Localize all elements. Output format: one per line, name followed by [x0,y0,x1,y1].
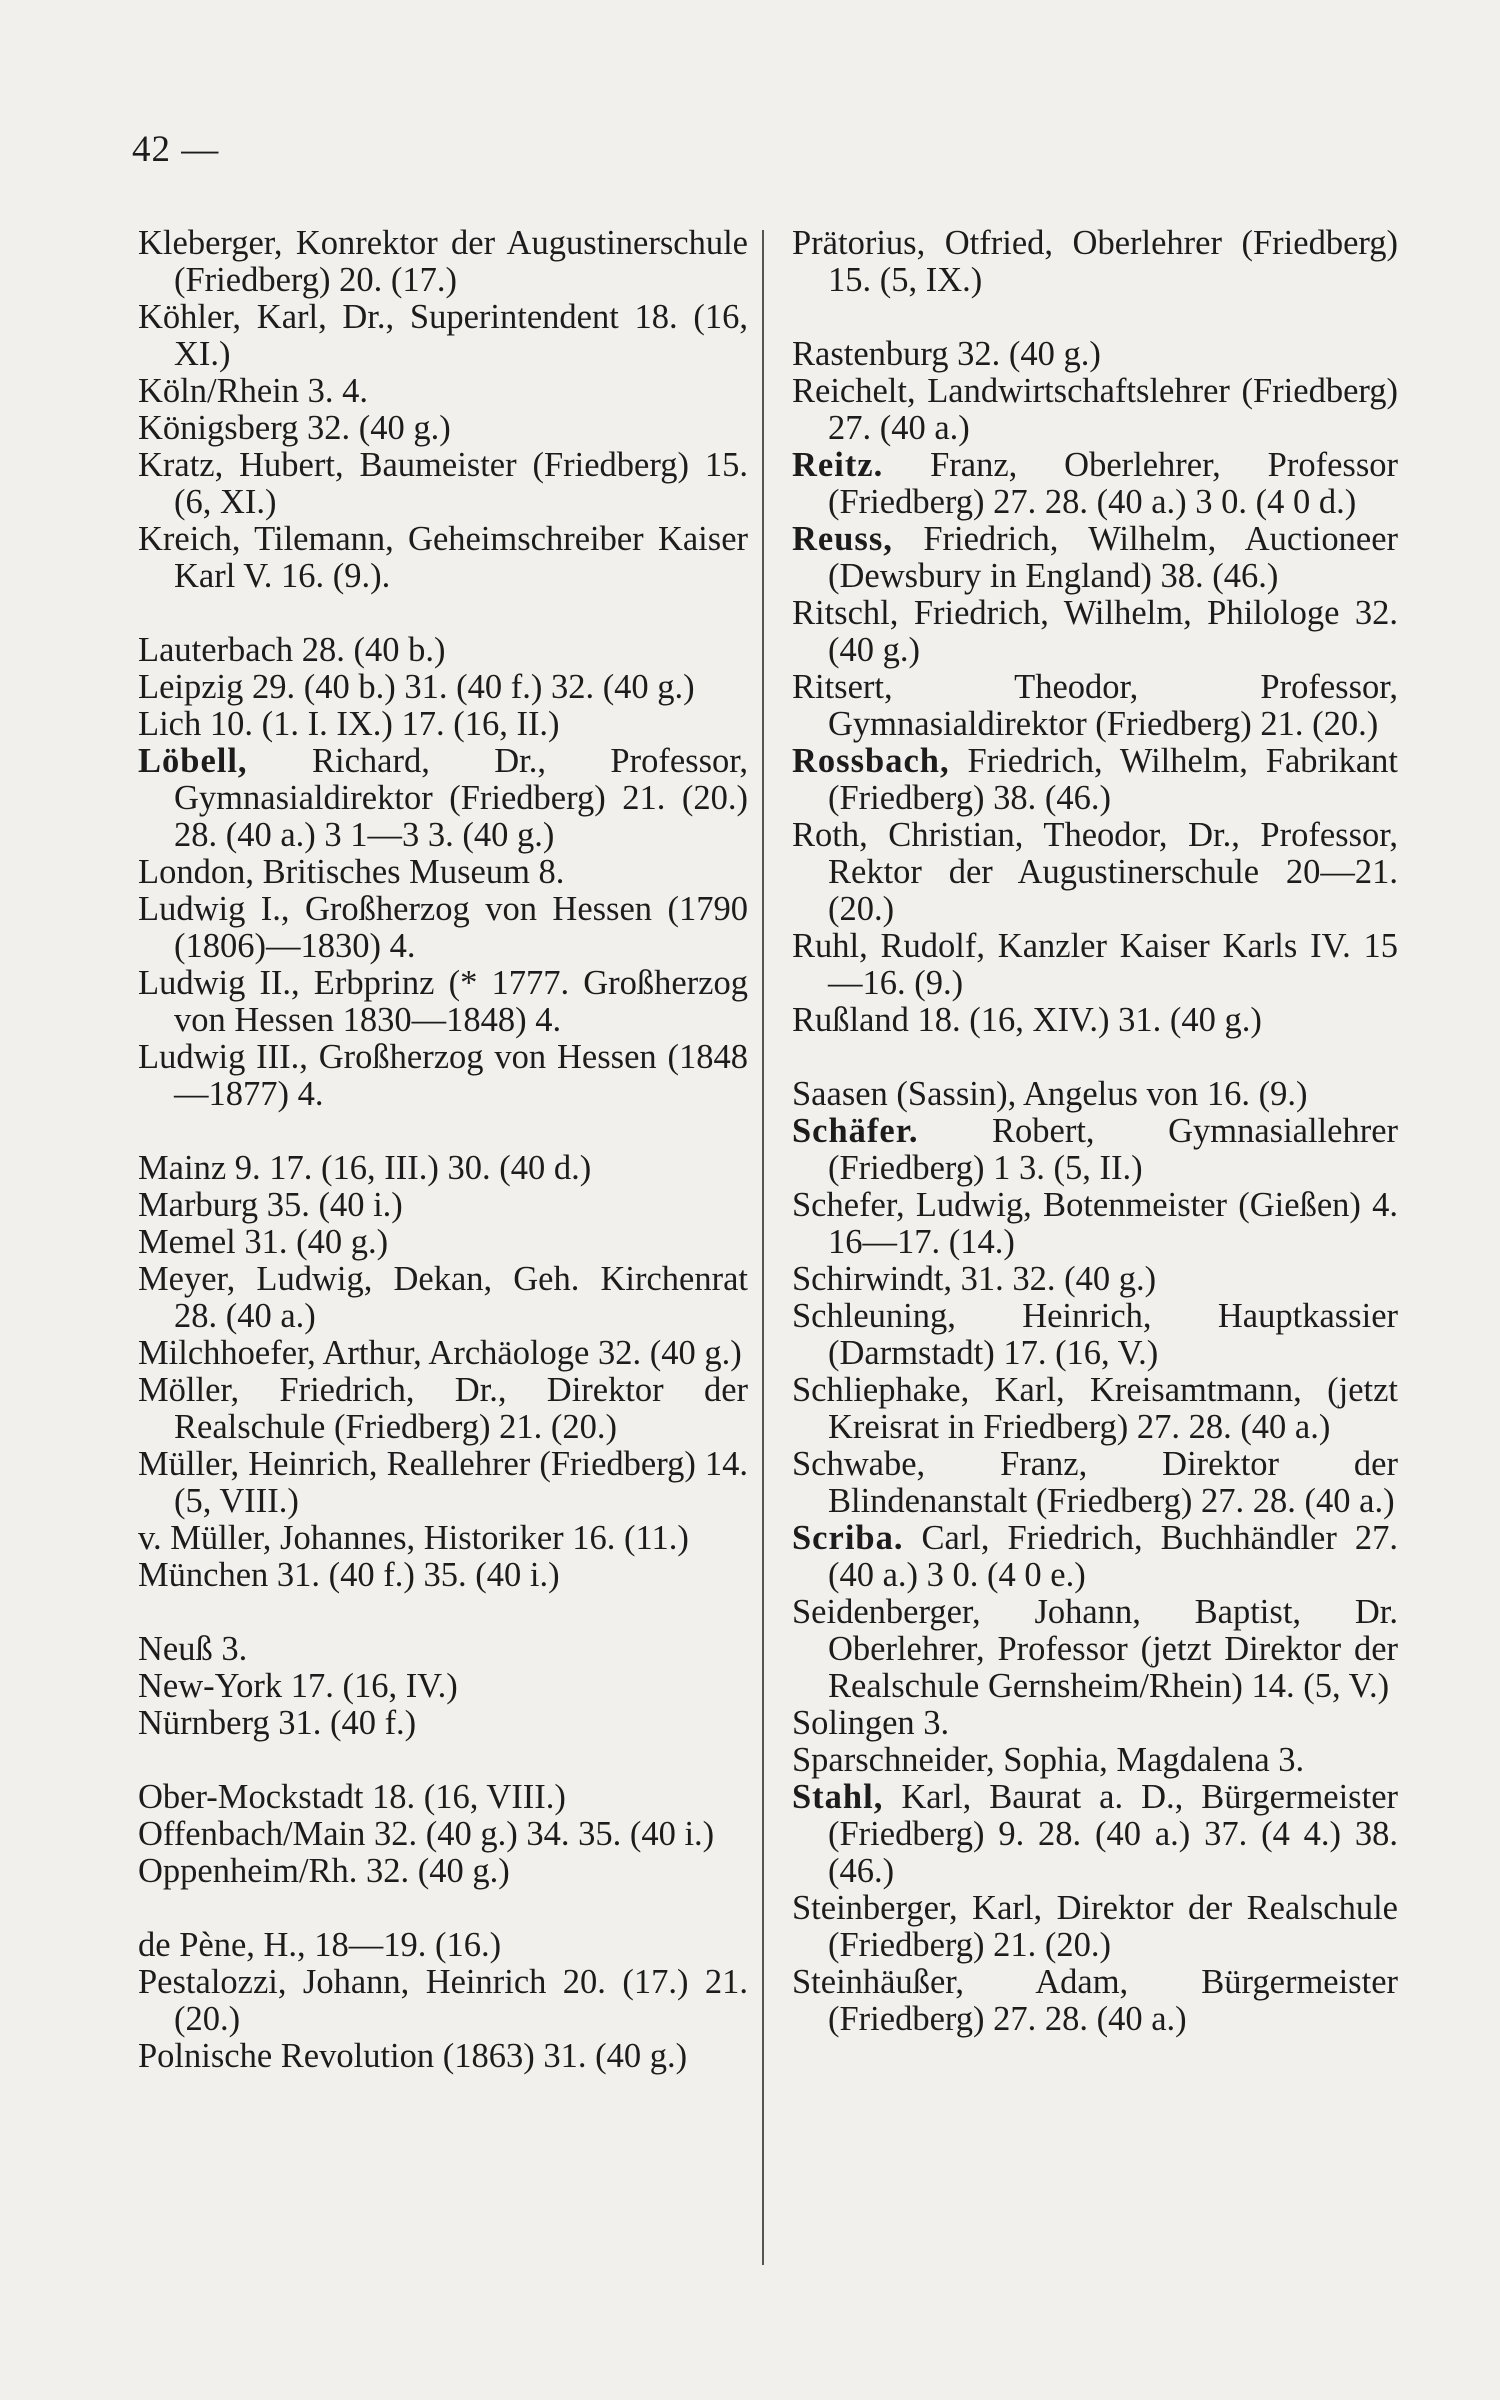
index-entry [138,1150,748,1187]
index-entry [138,1039,748,1113]
entry-text: Friedrich, Wilhelm, Fabrikant (Friedberg) 38. (46.) [828,742,1398,817]
entry-text: de Pène, H., 18—19. (16.) [138,1926,502,1964]
index-entry [138,2038,748,2075]
entry-text: Schefer, Ludwig, Botenmeister (Gießen) 4. 16—17. (14.) [792,1186,1398,1261]
right-column [792,225,1398,2038]
entry-text: Rußland 18. (16, XIV.) 31. (40 g.) [792,1001,1262,1039]
index-entry [138,1335,748,1372]
index-entry [138,1927,748,1964]
index-entry [138,1964,748,2038]
entry-name-bold: Schäfer. [792,1112,919,1150]
index-entry [792,1779,1398,1890]
index-entry [138,1187,748,1224]
entry-text: Möller, Friedrich, Dr., Direktor der Realschule (Friedberg) 21. (20.) [138,1371,748,1446]
entry-text: Mainz 9. 17. (16, III.) 30. (40 d.) [138,1149,592,1187]
index-entry [138,1668,748,1705]
entry-name-bold: Reuss, [792,520,893,558]
index-entry [138,669,748,706]
entry-name-bold: Stahl, [792,1778,884,1816]
entry-text: Memel 31. (40 g.) [138,1223,389,1261]
index-entry [792,743,1398,817]
entry-text: Ludwig II., Erbprinz (* 1777. Großherzog von Hessen 1830—1848) 4. [138,964,748,1039]
index-entry [138,1853,748,1890]
entry-text: Prätorius, Otfried, Oberlehrer (Friedberg) 15. (5, IX.) [792,224,1398,299]
section-gap [138,1742,748,1779]
entry-text: Ritschl, Friedrich, Wilhelm, Philologe 32. (40 g.) [792,594,1398,669]
index-entry [138,743,748,854]
entry-text: Karl, Baurat a. D., Bürgermeister (Friedberg) 9. 28. (40 a.) 37. (4 4.) 38. (46.) [828,1778,1398,1890]
entry-text: Milchhoefer, Arthur, Archäologe 32. (40 g.) [138,1334,742,1372]
entry-text: Schwabe, Franz, Direktor der Blindenanstalt (Friedberg) 27. 28. (40 a.) [792,1445,1398,1520]
entry-text: Leipzig 29. (40 b.) 31. (40 f.) 32. (40 g.) [138,668,695,706]
entry-text: Solingen 3. [792,1704,950,1742]
index-entry [138,891,748,965]
entry-text: Ludwig I., Großherzog von Hessen (1790 (1806)—1830) 4. [138,890,748,965]
entry-text: Kleberger, Konrektor der Augustinerschule (Friedberg) 20. (17.) [138,224,748,299]
section-gap [792,299,1398,336]
index-entry [792,1594,1398,1705]
entry-text: Schirwindt, 31. 32. (40 g.) [792,1260,1157,1298]
index-entry [792,521,1398,595]
index-entry [792,1261,1398,1298]
index-entry [138,373,748,410]
entry-text: Neuß 3. [138,1630,248,1668]
entry-text: Ludwig III., Großherzog von Hessen (1848—1877) 4. [138,1038,748,1113]
entry-text: Ober-Mockstadt 18. (16, VIII.) [138,1778,566,1816]
index-entry [792,1113,1398,1187]
entry-text: München 31. (40 f.) 35. (40 i.) [138,1556,560,1594]
index-entry [792,1964,1398,2038]
entry-text: Marburg 35. (40 i.) [138,1186,403,1224]
index-entry [138,1261,748,1335]
index-entry [138,1705,748,1742]
index-entry [792,1520,1398,1594]
index-entry [792,1705,1398,1742]
entry-text: Sparschneider, Sophia, Magdalena 3. [792,1741,1305,1779]
index-entry [792,1187,1398,1261]
index-entry [792,1076,1398,1113]
index-entry [792,1002,1398,1039]
index-entry [792,817,1398,928]
index-entry [792,336,1398,373]
index-entry [138,1631,748,1668]
entry-text: Köhler, Karl, Dr., Superintendent 18. (16, XI.) [138,298,748,373]
entry-text: Carl, Friedrich, Buchhändler 27. (40 a.) 3 0. (4 0 e.) [828,1519,1398,1594]
index-entry [138,965,748,1039]
entry-text: Steinhäußer, Adam, Bürgermeister (Friedberg) 27. 28. (40 a.) [792,1963,1398,2038]
index-entry [138,1779,748,1816]
section-gap [138,1594,748,1631]
index-entry [792,669,1398,743]
index-entry [792,373,1398,447]
section-gap [138,1113,748,1150]
index-entry [138,1816,748,1853]
entry-text: Polnische Revolution (1863) 31. (40 g.) [138,2037,688,2075]
entry-text: Lich 10. (1. I. IX.) 17. (16, II.) [138,705,560,743]
index-entry [138,1446,748,1520]
index-entry [138,1372,748,1446]
entry-text: London, Britisches Museum 8. [138,853,565,891]
entry-text: Königsberg 32. (40 g.) [138,409,451,447]
index-entry [138,410,748,447]
left-column [138,225,748,2075]
entry-text: Schliephake, Karl, Kreisamtmann, (jetzt Kreisrat in Friedberg) 27. 28. (40 a.) [792,1371,1398,1446]
entry-text: Richard, Dr., Professor, Gymnasialdirektor (Friedberg) 21. (20.) 28. (40 a.) 3 1—3 3. (40 g.) [174,742,748,854]
entry-text: Friedrich, Wilhelm, Auctioneer (Dewsbury in England) 38. (46.) [828,520,1398,595]
index-entry [792,1372,1398,1446]
section-gap [138,595,748,632]
index-entry [138,1520,748,1557]
entry-text: Kreich, Tilemann, Geheimschreiber Kaiser Karl V. 16. (9.). [138,520,748,595]
entry-text: Meyer, Ludwig, Dekan, Geh. Kirchenrat 28. (40 a.) [138,1260,748,1335]
index-entry [792,1890,1398,1964]
index-entry [138,299,748,373]
entry-text: Pestalozzi, Johann, Heinrich 20. (17.) 21. (20.) [138,1963,748,2038]
index-entry [792,447,1398,521]
entry-text: Rastenburg 32. (40 g.) [792,335,1101,373]
entry-text: Roth, Christian, Theodor, Dr., Professor, Rektor der Augustinerschule 20—21. (20.) [792,816,1398,928]
entry-name-bold: Löbell, [138,742,248,780]
entry-text: Steinberger, Karl, Direktor der Realschule (Friedberg) 21. (20.) [792,1889,1398,1964]
index-entry [138,632,748,669]
index-entry [138,1224,748,1261]
entry-text: Offenbach/Main 32. (40 g.) 34. 35. (40 i.) [138,1815,715,1853]
index-entry [138,706,748,743]
index-entry [792,225,1398,299]
index-entry [138,447,748,521]
entry-name-bold: Reitz. [792,446,884,484]
index-entry [138,854,748,891]
entry-text: Oppenheim/Rh. 32. (40 g.) [138,1852,510,1890]
entry-text: Lauterbach 28. (40 b.) [138,631,446,669]
entry-text: Seidenberger, Johann, Baptist, Dr. Oberlehrer, Professor (jetzt Direktor der Realschule Gernsheim/Rhein) 14. (5, V.) [792,1593,1398,1705]
index-entry [792,1446,1398,1520]
index-entry [138,1557,748,1594]
index-entry [138,225,748,299]
entry-text: Ritsert, Theodor, Professor, Gymnasialdirektor (Friedberg) 21. (20.) [792,668,1398,743]
index-entry [792,928,1398,1002]
entry-text: Kratz, Hubert, Baumeister (Friedberg) 15. (6, XI.) [138,446,748,521]
entry-text: Schleuning, Heinrich, Hauptkassier (Darmstadt) 17. (16, V.) [792,1297,1398,1372]
entry-name-bold: Rossbach, [792,742,950,780]
section-gap [138,1890,748,1927]
entry-text: Saasen (Sassin), Angelus von 16. (9.) [792,1075,1308,1113]
index-entry [792,1742,1398,1779]
entry-text: Robert, Gymnasiallehrer (Friedberg) 1 3. (5, II.) [828,1112,1398,1187]
entry-text: Köln/Rhein 3. 4. [138,372,368,410]
entry-text: v. Müller, Johannes, Historiker 16. (11.) [138,1519,689,1557]
index-entry [792,595,1398,669]
column-divider [762,230,764,2265]
page-number-header: 42 — [132,129,220,170]
entry-text: Reichelt, Landwirtschaftslehrer (Friedberg) 27. (40 a.) [792,372,1398,447]
entry-text: Ruhl, Rudolf, Kanzler Kaiser Karls IV. 15—16. (9.) [792,927,1398,1002]
entry-text: Müller, Heinrich, Reallehrer (Friedberg) 14. (5, VIII.) [138,1445,748,1520]
index-entry [792,1298,1398,1372]
entry-text: Nürnberg 31. (40 f.) [138,1704,417,1742]
entry-text: Franz, Oberlehrer, Professor (Friedberg) 27. 28. (40 a.) 3 0. (4 0 d.) [828,446,1398,521]
entry-text: New-York 17. (16, IV.) [138,1667,458,1705]
entry-name-bold: Scriba. [792,1519,904,1557]
section-gap [792,1039,1398,1076]
index-entry [138,521,748,595]
